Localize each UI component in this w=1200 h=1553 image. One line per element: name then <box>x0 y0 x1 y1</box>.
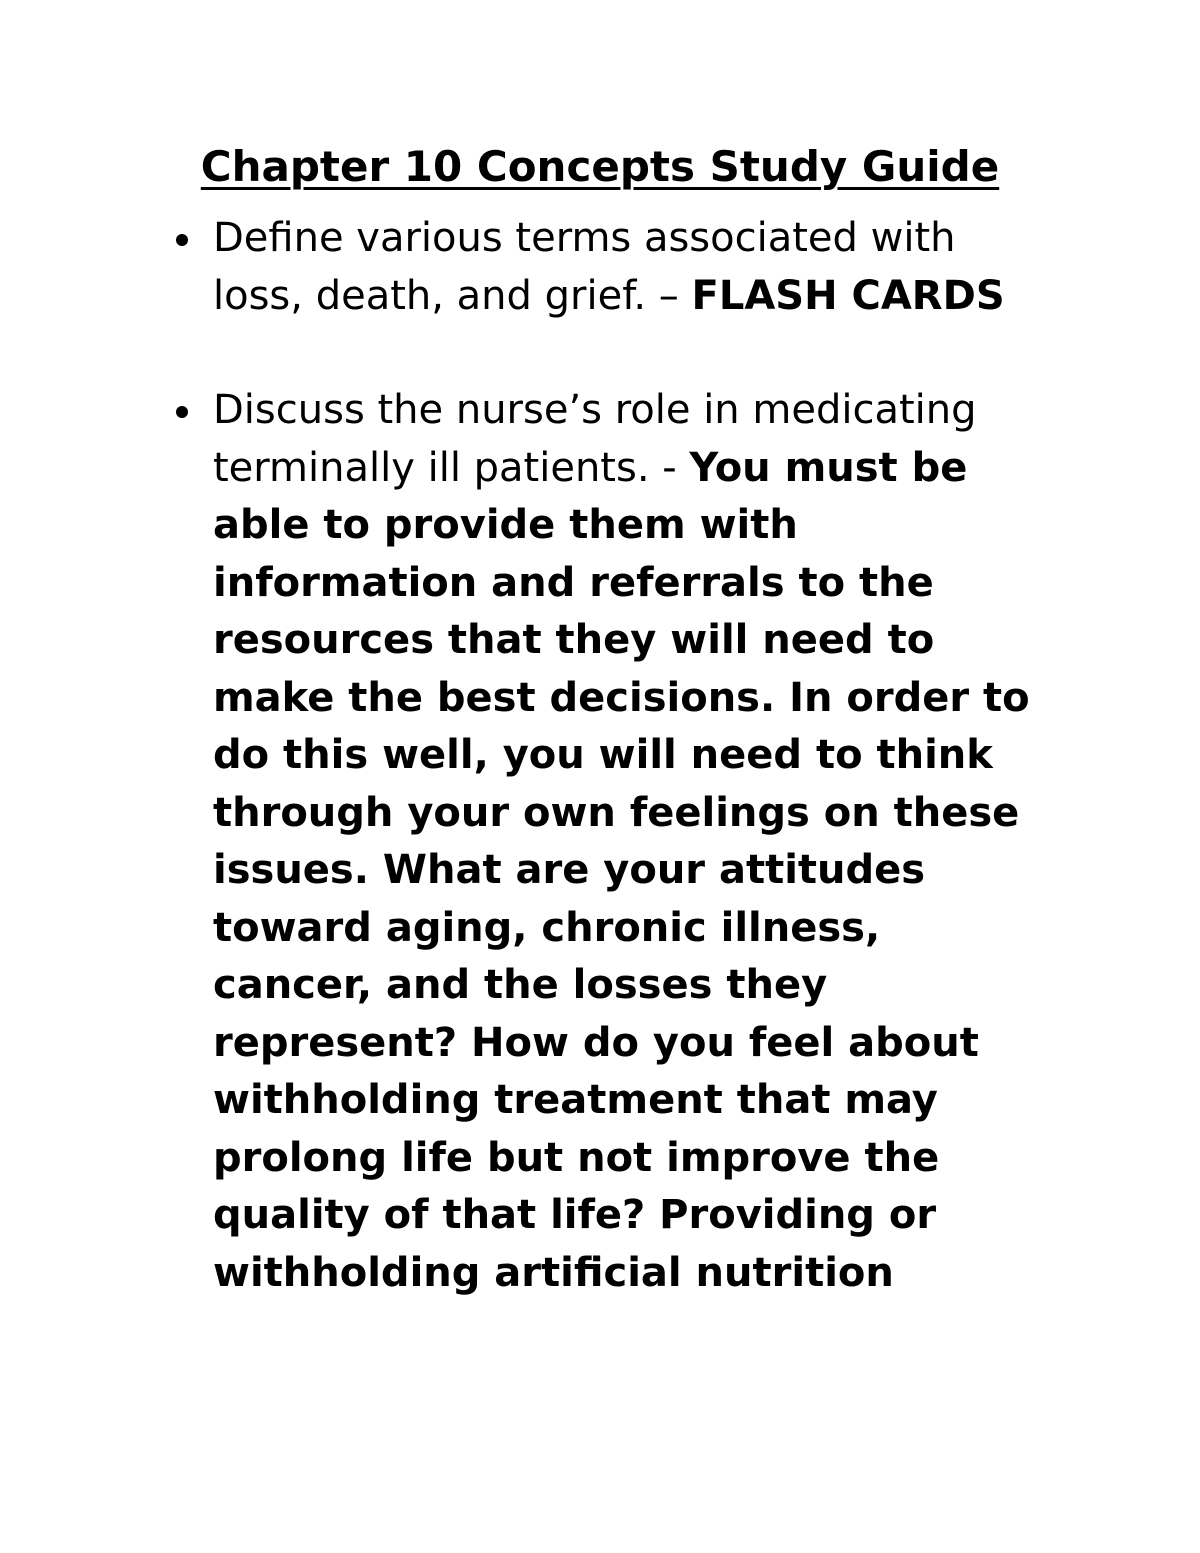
list-item <box>0 382 1043 1302</box>
list-item <box>0 210 1043 325</box>
bullet-bold-text: You must be able to provide them with information and referrals to the resources that they will need to make the best decisions. In order to do this well, you will need to think through your own feelings on these issues. What are your attitudes toward aging, chronic illness, cancer, and the losses they represent? How do you feel about withholding treatment that may prolong life but not improve the quality of that life? Providing or withholding artificial nutrition <box>213 444 1030 1296</box>
bullet-dot-icon <box>176 406 188 418</box>
page-title: Chapter 10 Concepts Study Guide <box>200 142 1000 191</box>
bullet-text: Discuss the nurse’s role in medicating terminally ill patients. - <box>213 387 977 491</box>
bullet-list <box>0 210 1200 1302</box>
bullet-bold-text: FLASH CARDS <box>691 272 1005 319</box>
bullet-text: Define various terms associated with loss, death, and grief. – <box>213 215 956 319</box>
bullet-dot-icon <box>176 234 188 246</box>
